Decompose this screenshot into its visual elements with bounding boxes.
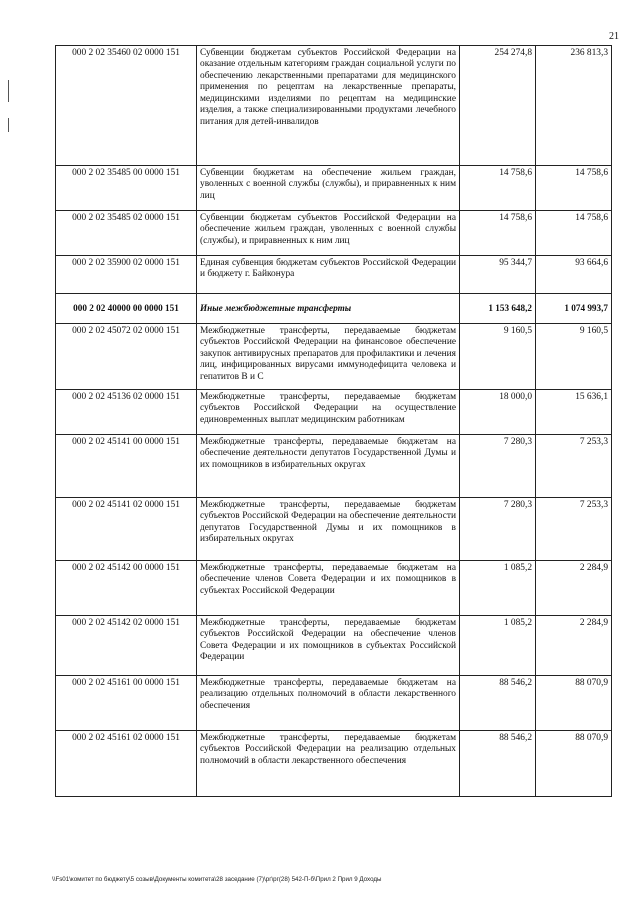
amount-actual: 93 664,6 <box>536 256 612 294</box>
table-row <box>56 561 612 616</box>
amount-plan: 14 758,6 <box>460 211 536 256</box>
table-row <box>56 256 612 294</box>
file-path-footer: \\Fs01\комитет по бюджету\5 созыв\Документы комитета\28 заседание (7)\рг\рг(28) 542-П-б\Прил 2 Прил 9 Доходы <box>52 876 382 883</box>
budget-description: Межбюджетные трансферты, передаваемые бюджетам субъектов Российской Федерации на обеспечение членов Совета Федерации и их помощников в субъектах Российской Федерации <box>197 616 460 676</box>
budget-description: Межбюджетные трансферты, передаваемые бюджетам субъектов Российской Федерации на обеспечение деятельности депутатов Государственной Думы и их помощников в избирательных округах <box>197 498 460 561</box>
amount-plan: 1 153 648,2 <box>460 294 536 324</box>
amount-plan: 88 546,2 <box>460 731 536 797</box>
amount-actual: 236 813,3 <box>536 46 612 166</box>
amount-plan: 7 280,3 <box>460 498 536 561</box>
amount-plan: 95 344,7 <box>460 256 536 294</box>
scan-mark <box>8 80 9 102</box>
budget-code: 000 2 02 35460 02 0000 151 <box>56 46 197 166</box>
budget-table <box>55 45 612 797</box>
budget-description: Межбюджетные трансферты, передаваемые бюджетам субъектов Российской Федерации на реализацию отдельных полномочий в области лекарственного обеспечения <box>197 731 460 797</box>
amount-plan: 88 546,2 <box>460 676 536 731</box>
budget-description: Субвенции бюджетам субъектов Российской Федерации на оказание отдельным категориям граждан социальной услуги по обеспечению лекарственными препаратами для медицинского применения по рецептам на лекарственные препараты, медицинскими изделиями по рецептам на медицинские изделия, а также специализированными продуктами лечебного питания для детей-инвалидов <box>197 46 460 166</box>
budget-code: 000 2 02 40000 00 0000 151 <box>56 294 197 324</box>
amount-plan: 254 274,8 <box>460 46 536 166</box>
amount-actual: 9 160,5 <box>536 324 612 390</box>
budget-code: 000 2 02 45161 02 0000 151 <box>56 731 197 797</box>
budget-code: 000 2 02 45072 02 0000 151 <box>56 324 197 390</box>
table-row <box>56 616 612 676</box>
table-row <box>56 166 612 211</box>
budget-code: 000 2 02 35485 00 0000 151 <box>56 166 197 211</box>
amount-actual: 88 070,9 <box>536 731 612 797</box>
budget-code: 000 2 02 45142 00 0000 151 <box>56 561 197 616</box>
budget-description: Иные межбюджетные трансферты <box>197 294 460 324</box>
budget-code: 000 2 02 35485 02 0000 151 <box>56 211 197 256</box>
table-row <box>56 498 612 561</box>
amount-actual: 2 284,9 <box>536 616 612 676</box>
table-row <box>56 211 612 256</box>
scan-mark <box>8 118 9 132</box>
budget-description: Субвенции бюджетам на обеспечение жильем граждан, уволенных с военной службы (службы), и приравненных к ним лиц <box>197 166 460 211</box>
table-row <box>56 46 612 166</box>
amount-plan: 18 000,0 <box>460 390 536 435</box>
budget-description: Межбюджетные трансферты, передаваемые бюджетам на реализацию отдельных полномочий в области лекарственного обеспечения <box>197 676 460 731</box>
amount-actual: 15 636,1 <box>536 390 612 435</box>
amount-actual: 2 284,9 <box>536 561 612 616</box>
amount-actual: 14 758,6 <box>536 211 612 256</box>
table-row <box>56 435 612 498</box>
budget-description: Субвенции бюджетам субъектов Российской Федерации на обеспечение жильем граждан, уволенных с военной службы (службы), и приравненных к ним лиц <box>197 211 460 256</box>
budget-code: 000 2 02 35900 02 0000 151 <box>56 256 197 294</box>
budget-code: 000 2 02 45136 02 0000 151 <box>56 390 197 435</box>
amount-actual: 14 758,6 <box>536 166 612 211</box>
amount-plan: 7 280,3 <box>460 435 536 498</box>
table-row <box>56 324 612 390</box>
budget-code: 000 2 02 45141 02 0000 151 <box>56 498 197 561</box>
amount-actual: 1 074 993,7 <box>536 294 612 324</box>
table-row-section-total <box>56 294 612 324</box>
budget-description: Межбюджетные трансферты, передаваемые бюджетам субъектов Российской Федерации на осуществление единовременных выплат медицинским работникам <box>197 390 460 435</box>
amount-plan: 1 085,2 <box>460 616 536 676</box>
amount-plan: 1 085,2 <box>460 561 536 616</box>
table-row <box>56 731 612 797</box>
table-row <box>56 390 612 435</box>
budget-description: Межбюджетные трансферты, передаваемые бюджетам субъектов Российской Федерации на финансовое обеспечение закупок антивирусных препаратов для профилактики и лечения лиц, инфицированных вирусами иммунодефицита человека и гепатитов В и С <box>197 324 460 390</box>
budget-description: Межбюджетные трансферты, передаваемые бюджетам на обеспечение деятельности депутатов Государственной Думы и их помощников в избирательных округах <box>197 435 460 498</box>
page-number: 21 <box>609 31 619 42</box>
amount-actual: 7 253,3 <box>536 435 612 498</box>
amount-actual: 88 070,9 <box>536 676 612 731</box>
budget-code: 000 2 02 45141 00 0000 151 <box>56 435 197 498</box>
budget-description: Единая субвенция бюджетам субъектов Российской Федерации и бюджету г. Байконура <box>197 256 460 294</box>
amount-actual: 7 253,3 <box>536 498 612 561</box>
table-row <box>56 676 612 731</box>
amount-plan: 9 160,5 <box>460 324 536 390</box>
budget-description: Межбюджетные трансферты, передаваемые бюджетам на обеспечение членов Совета Федерации и их помощников в субъектах Российской Федерации <box>197 561 460 616</box>
budget-code: 000 2 02 45161 00 0000 151 <box>56 676 197 731</box>
budget-code: 000 2 02 45142 02 0000 151 <box>56 616 197 676</box>
amount-plan: 14 758,6 <box>460 166 536 211</box>
